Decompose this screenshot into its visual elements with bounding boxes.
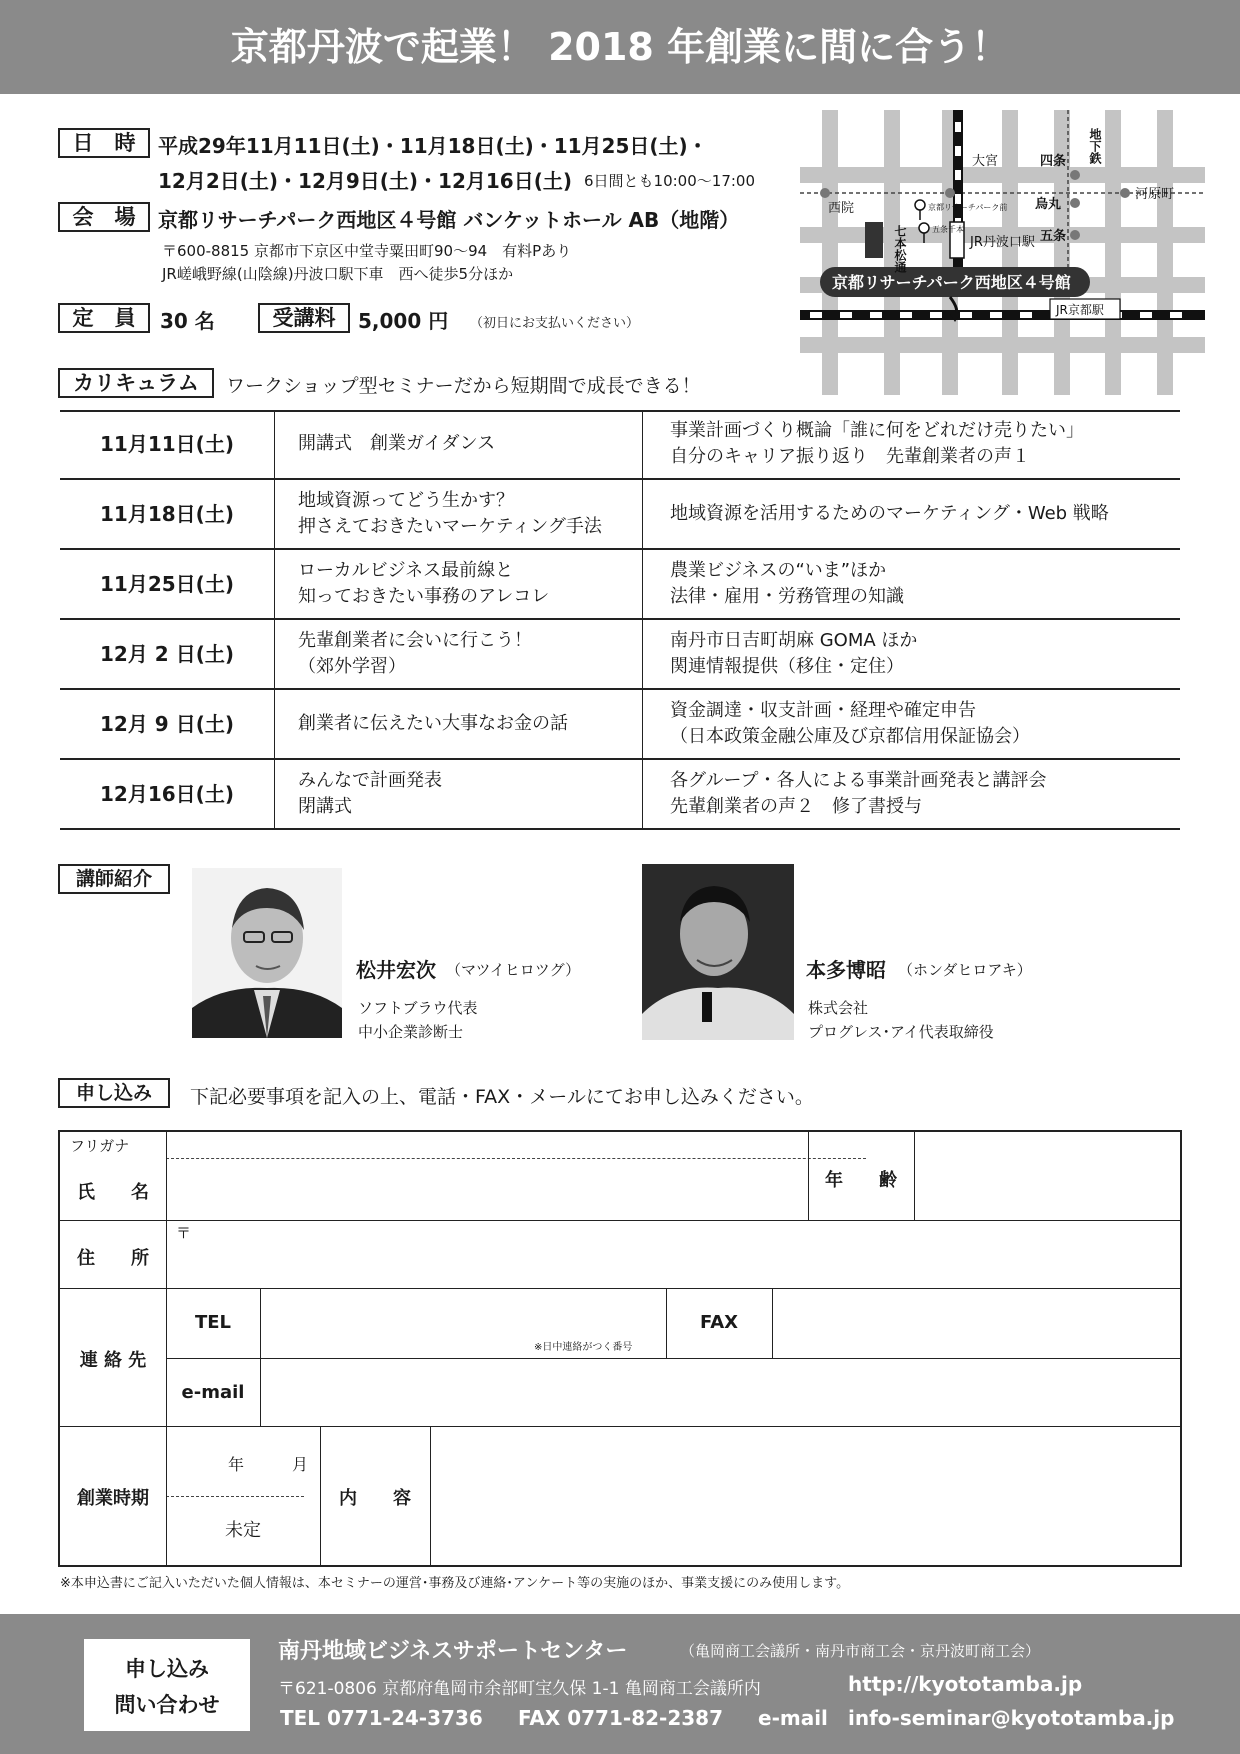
curriculum-line: 関連情報提供（移住・定住） [670, 656, 904, 677]
curriculum-date: 11月11日(土) [100, 432, 234, 456]
curriculum-table [60, 410, 1180, 830]
form-furigana-label: フリガナ [70, 1137, 130, 1155]
schedule-label: 日 時 [58, 128, 150, 158]
undecided-option[interactable]: 未定 [225, 1520, 261, 1541]
map-label-tanbaguchi: JR丹波口駅 [970, 235, 1035, 250]
curriculum-date: 11月18日(土) [100, 502, 234, 526]
instructor-name-matsui: 松井宏次 [356, 958, 436, 982]
org-note: （亀岡商工会議所・南丹市商工会・京丹波町商工会） [680, 1642, 1041, 1660]
form-content-label: 内 容 [339, 1488, 411, 1509]
curriculum-detail [670, 550, 1170, 618]
org-name: 南丹地域ビジネスサポートセンター [278, 1639, 628, 1664]
form-age-label: 年 齢 [825, 1170, 897, 1191]
capacity-value: 30 名 [160, 309, 215, 333]
venue-address: 〒600-8815 京都市下京区中堂寺粟田町90～94 有料Pあり [162, 242, 572, 260]
application-form [58, 1130, 1182, 1567]
venue-label: 会 場 [58, 202, 150, 232]
instructor-role2-honda: プログレス･アイ代表取締役 [808, 1023, 994, 1041]
curriculum-line: 知っておきたい事務のアレコレ [298, 586, 550, 607]
contact-box [84, 1639, 250, 1731]
map-label-bus-gojo-senbon: 五条千本 [932, 225, 964, 234]
curriculum-line: 自分のキャリア振り返り 先輩創業者の声１ [670, 446, 1030, 467]
schedule-line2: 12月2日(土)・12月9日(土)・12月16日(土) [158, 169, 573, 193]
map-label-saiin: 西院 [828, 201, 855, 216]
map-label-gojo: 五条 [1040, 229, 1067, 244]
map-label-kyoto-station: JR京都駅 [1056, 303, 1104, 317]
map-label-karasuma: 烏丸 [1035, 197, 1062, 212]
fee-label: 受講料 [258, 303, 350, 333]
schedule-line1: 平成29年11月11日(土)・11月18日(土)・11月25日(土)・ [158, 134, 708, 158]
curriculum-line: （日本政策金融公庫及び京都信用保証協会） [670, 726, 1030, 747]
curriculum-line: 各グループ・各人による事業計画発表と講評会 [670, 770, 1047, 791]
footer-email[interactable]: info-seminar@kyototamba.jp [848, 1706, 1175, 1730]
instructors-label: 講師紹介 [58, 864, 170, 894]
curriculum-row [60, 480, 1180, 550]
curriculum-line: ローカルビジネス最前線と [298, 560, 514, 581]
instructor-kana-matsui: （マツイヒロツグ） [446, 961, 581, 979]
form-month-label: 月 [292, 1455, 309, 1474]
curriculum-detail [670, 620, 1170, 688]
curriculum-detail [670, 690, 1170, 758]
curriculum-line: 法律・雇用・労務管理の知識 [670, 586, 904, 607]
curriculum-date: 12月16日(土) [100, 782, 234, 806]
curriculum-line: 先輩創業者の声２ 修了書授与 [670, 796, 922, 817]
curriculum-subtitle: ワークショップ型セミナーだから短期間で成長できる！ [226, 375, 701, 397]
instructor-photo-honda [642, 864, 794, 1040]
curriculum-line: 地域資源ってどう生かす？ [298, 490, 514, 511]
curriculum-line: 地域資源を活用するためのマーケティング・Web 戦略 [670, 503, 1109, 524]
instructor-role1-matsui: ソフトブラウ代表 [358, 999, 478, 1017]
curriculum-line: 押さえておきたいマーケティング手法 [298, 516, 602, 537]
map-label-shijo: 四条 [1040, 154, 1067, 169]
curriculum-line: 開講式 創業ガイダンス [298, 433, 496, 454]
email-field[interactable] [264, 1362, 1176, 1422]
map-label-bus-krp: 京都リサーチパーク前 [928, 203, 1008, 212]
form-contact-label: 連 絡 先 [79, 1350, 147, 1371]
map-label-chikatetsu: 地下鉄 [1088, 128, 1102, 164]
curriculum-line: 南丹市日吉町胡麻 GOMA ほか [670, 630, 918, 651]
curriculum-line: みんなで計画発表 [298, 770, 442, 791]
content-field[interactable] [434, 1430, 1176, 1564]
footer-fax: FAX 0771-82-2387 [518, 1706, 723, 1730]
instructor-role1-honda: 株式会社 [808, 999, 869, 1017]
instructor-photo-matsui [192, 868, 342, 1038]
curriculum-topic [298, 410, 628, 478]
form-address-label: 住 所 [77, 1248, 149, 1269]
instructor-name-honda: 本多博昭 [806, 958, 886, 982]
instructor-kana-honda: （ホンダヒロアキ） [898, 961, 1032, 979]
venue-name: 京都リサーチパーク西地区４号館 バンケットホール AB（地階） [158, 208, 740, 232]
curriculum-row [60, 690, 1180, 760]
curriculum-line: （郊外学習） [298, 656, 406, 677]
form-start-label: 創業時期 [77, 1488, 149, 1509]
start-date-field[interactable] [170, 1432, 316, 1492]
access-map [800, 110, 1205, 400]
curriculum-date: 12月 2 日(土) [100, 642, 234, 666]
curriculum-line: 閉講式 [298, 796, 352, 817]
capacity-label: 定 員 [58, 303, 150, 333]
contact-box-line2: 問い合わせ [114, 1693, 220, 1717]
curriculum-detail [670, 760, 1170, 828]
footer-email-label: e-mail [758, 1706, 828, 1730]
curriculum-line: 先輩創業者に会いに行こう！ [298, 630, 532, 651]
curriculum-row [60, 410, 1180, 480]
curriculum-label: カリキュラム [58, 368, 214, 398]
map-label-omiya: 大宮 [972, 154, 999, 169]
footer-address: 〒621-0806 京都府亀岡市余部町宝久保 1-1 亀岡商工会議所内 [278, 1679, 761, 1699]
curriculum-line: 資金調達・収支計画・経理や確定申告 [670, 700, 976, 721]
venue-access: JR嵯峨野線(山陰線)丹波口駅下車 西へ徒歩5分ほか [162, 265, 514, 283]
curriculum-row [60, 550, 1180, 620]
form-year-label: 年 [228, 1455, 245, 1474]
fax-field[interactable] [776, 1292, 1176, 1354]
privacy-note: ※本申込書にご記入いただいた個人情報は、本セミナーの運営･事務及び連絡･アンケート等の実施のほか、事業支援にのみ使用します。 [60, 1576, 850, 1591]
curriculum-detail [670, 410, 1170, 478]
fee-note: （初日にお支払いください） [470, 316, 640, 331]
map-label-shichihon: 七本松通 [893, 225, 907, 273]
page-title: 京都丹波で起業！ 2018 年創業に間に合う！ [230, 25, 1010, 69]
curriculum-topic [298, 620, 628, 688]
curriculum-date: 11月25日(土) [100, 572, 234, 596]
curriculum-line: 農業ビジネスの“いま”ほか [670, 560, 887, 581]
contact-box-line1: 申し込み [125, 1657, 209, 1681]
map-label-krp: 京都リサーチパーク西地区４号館 [832, 273, 1071, 292]
curriculum-row [60, 760, 1180, 830]
curriculum-line: 創業者に伝えたい大事なお金の話 [298, 713, 568, 734]
footer-url[interactable]: http://kyototamba.jp [848, 1672, 1083, 1696]
postal-mark: 〒 [176, 1224, 192, 1242]
form-fax-label: FAX [699, 1312, 739, 1333]
map-label-kawaramachi: 河原町 [1135, 187, 1175, 202]
name-field[interactable] [170, 1162, 800, 1218]
application-label: 申し込み [58, 1078, 170, 1108]
curriculum-topic [298, 760, 628, 828]
curriculum-date: 12月 9 日(土) [100, 712, 234, 736]
curriculum-detail [670, 480, 1170, 548]
curriculum-topic [298, 550, 628, 618]
curriculum-line: 事業計画づくり概論「誰に何をどれだけ売りたい」 [670, 420, 1084, 441]
footer-tel[interactable]: TEL 0771-24-3736 [280, 1706, 483, 1730]
curriculum-row [60, 620, 1180, 690]
tel-note: ※日中連絡がつく番号 [534, 1342, 633, 1353]
address-field[interactable] [170, 1224, 1176, 1284]
fee-value: 5,000 円 [358, 309, 449, 333]
application-text: 下記必要事項を記入の上、電話・FAX・メールにてお申し込みください。 [190, 1086, 814, 1108]
instructor-role2-matsui: 中小企業診断士 [358, 1023, 464, 1041]
form-email-label: e-mail [181, 1382, 245, 1403]
curriculum-topic [298, 480, 628, 548]
age-field[interactable] [918, 1136, 1176, 1216]
curriculum-topic [298, 690, 628, 758]
form-tel-label: TEL [194, 1312, 232, 1333]
schedule-time-note: 6日間とも10:00～17:00 [584, 172, 755, 190]
form-name-label: 氏 名 [77, 1182, 149, 1203]
